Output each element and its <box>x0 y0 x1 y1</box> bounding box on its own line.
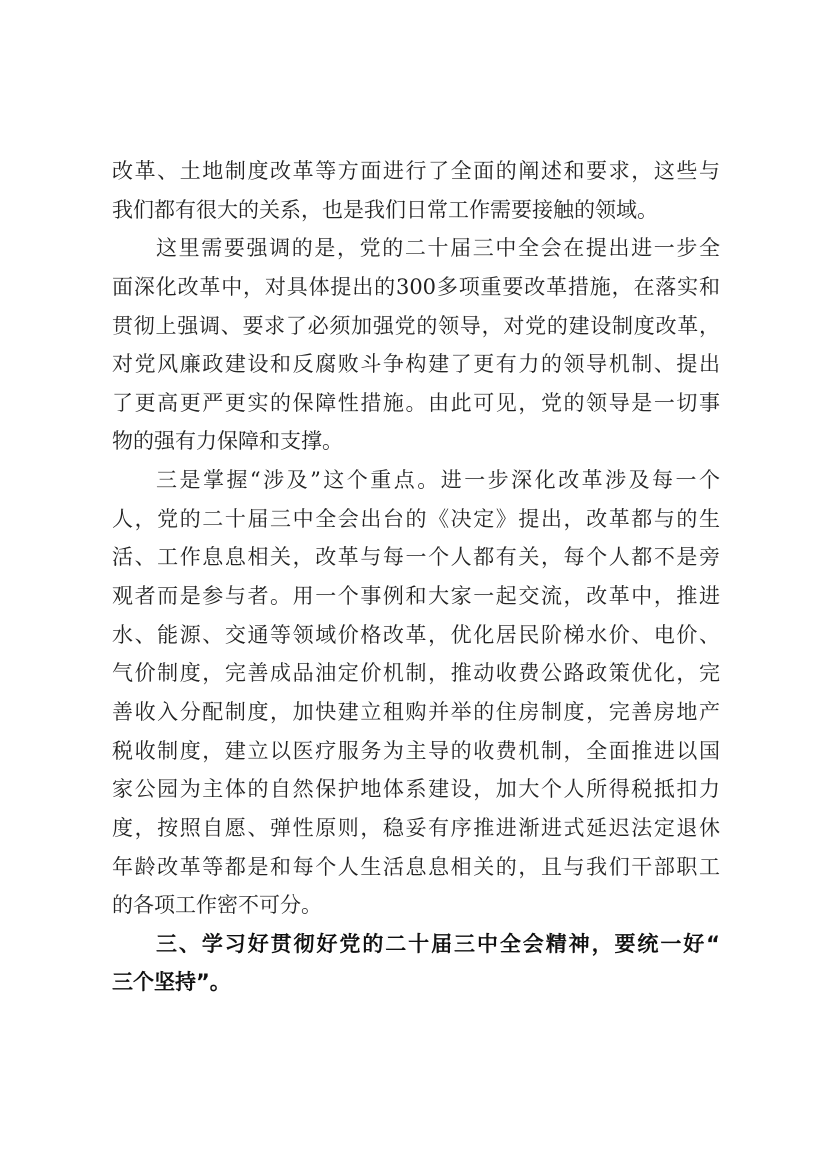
text-line: 贯彻上强调、要求了必须加强党的领导，对党的建设制度改革， <box>112 313 720 338</box>
text-line: 物的强有力保障和支撑。 <box>112 429 343 454</box>
text-line: 我们都有很大的关系，也是我们日常工作需要接触的领域。 <box>112 197 658 222</box>
text-line: 善收入分配制度，加快建立租购并举的住房制度，完善房地产 <box>112 699 720 724</box>
heading-line: 三个坚持”。 <box>112 970 231 995</box>
document-page <box>112 152 720 1002</box>
text-line: 三是掌握“涉及”这个重点。进一步深化改革涉及每一个 <box>156 468 720 493</box>
text-line: 了更高更严更实的保障性措施。由此可见，党的领导是一切事 <box>112 390 720 415</box>
text-line: 家公园为主体的自然保护地体系建设，加大个人所得税抵扣力 <box>112 777 720 802</box>
text-line: 人，党的二十届三中全会出台的《决定》提出，改革都与的生 <box>112 506 720 531</box>
text-line: 这里需要强调的是，党的二十届三中全会在提出进一步全 <box>156 236 720 261</box>
text-line: 改革、土地制度改革等方面进行了全面的阐述和要求，这些与 <box>112 159 720 183</box>
text-line: 的各项工作密不可分。 <box>112 893 322 918</box>
text-line: 对党风廉政建设和反腐败斗争构建了更有力的领导机制、提出 <box>112 352 720 377</box>
section-heading <box>112 925 720 1002</box>
heading-line: 三、学习好贯彻好党的二十届三中全会精神，要统一好“ <box>156 931 720 956</box>
text-line: 观者而是参与者。用一个事例和大家一起交流，改革中，推进 <box>112 584 720 609</box>
text-line: 度，按照自愿、弹性原则，稳妥有序推进渐进式延迟法定退休 <box>112 815 720 840</box>
text-line: 年龄改革等都是和每个人生活息息相关的，且与我们干部职工 <box>112 854 720 879</box>
paragraph-2 <box>112 229 720 461</box>
text-line: 水、能源、交通等领域价格改革，优化居民阶梯水价、电价、 <box>112 622 720 647</box>
text-line: 面深化改革中，对具体提出的300多项重要改革措施，在落实和 <box>112 274 720 299</box>
paragraph-3 <box>112 461 720 925</box>
text-line: 气价制度，完善成品油定价机制，推动收费公路政策优化，完 <box>112 661 720 686</box>
text-line: 税收制度，建立以医疗服务为主导的收费机制，全面推进以国 <box>112 738 720 763</box>
paragraph-1 <box>112 152 720 229</box>
text-line: 活、工作息息相关，改革与每一个人都有关，每个人都不是旁 <box>112 545 720 570</box>
